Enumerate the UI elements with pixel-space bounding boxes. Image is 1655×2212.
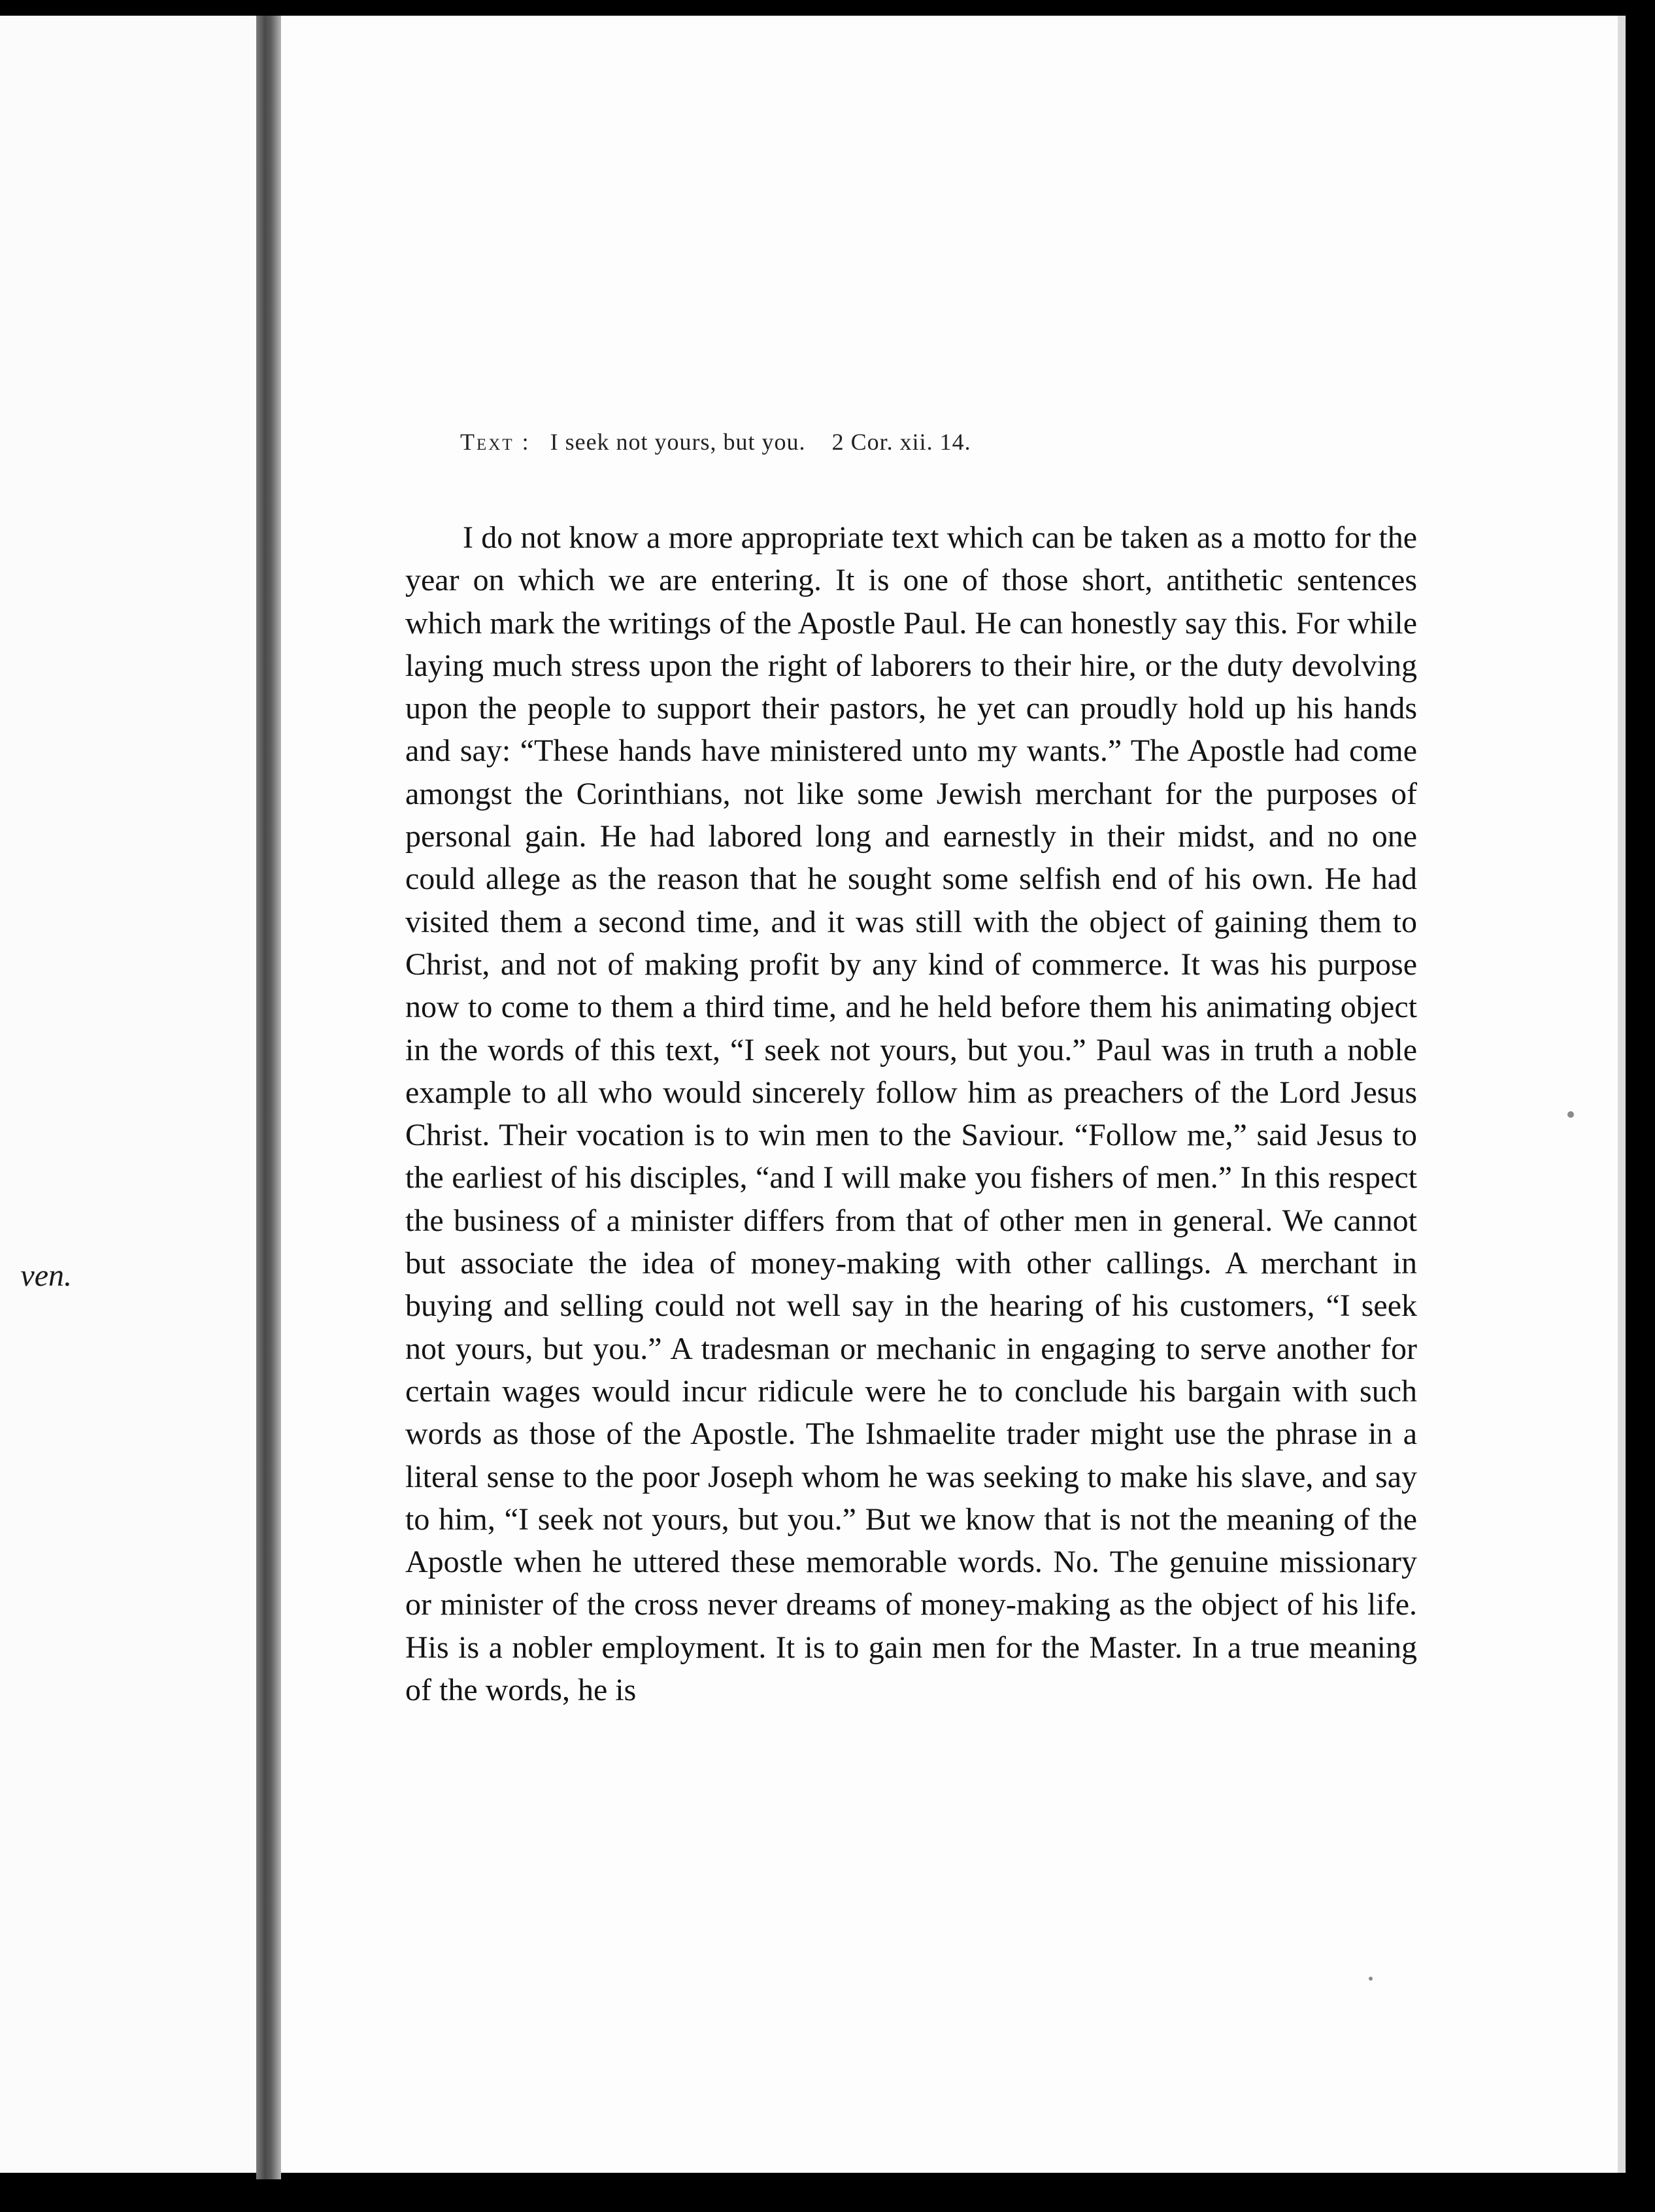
page-edge <box>1618 16 1626 2173</box>
scan-speck <box>1369 1977 1373 1981</box>
epigraph-reference: 2 Cor. xii. 14. <box>831 429 971 455</box>
scan-speck <box>1567 1111 1574 1118</box>
body-paragraph: I do not know a more appropriate text which can be taken as a motto for the year on which we are entering. It is one of those short, antithetic sentences which mark the writings of the Apostle Paul. He can honestly say this. For while laying much stress upon the right of laborers to their hire, or the duty devolving upon the people to support their pastors, he yet can proudly hold up his hands and say: “These hands have ministered unto my wants.” The Apostle had come amongst the Corinthians, not like some Jewish merchant for the purposes of personal gain. He had labored long and earnestly in their midst, and no one could allege as the reason that he sought some selfish end of his own. He had visited them a second time, and it was still with the object of gaining them to Christ, and not of making profit by any kind of commerce. It was his purpose now to come to them a third time, and he held before them his animating object in the words of this text, “I seek not yours, but you.” Paul was in truth a noble example to all who would sincerely follow him as preachers of the Lord Jesus Christ. Their vocation is to win men to the Saviour. “Follow me,” said Jesus to the earliest of his disciples, “and I will make you fishers of men.” In this respect the business of a minister differs from that of other men in general. We cannot but associate the idea of money-making with other callings. A merchant in buying and selling could not well say in the hearing of his customers, “I seek not yours, but you.” A tradesman or mechanic in engaging to serve another for certain wages would incur ridicule were he to conclude his bargain with such words as those of the Apostle. The Ishmaelite trader might use the phrase in a literal sense to the poor Joseph whom he was seeking to make his slave, and say to him, “I seek not yours, but you.” But we know that is not the meaning of the Apostle when he uttered these memorable words. No. The genuine missionary or minister of the cross never dreams of money-making as the object of his life. His is a nobler employment. It is to gain men for the Master. In a true meaning of the words, he is <box>405 520 1417 1708</box>
epigraph-label: Text : <box>460 429 531 455</box>
epigraph-quote: I seek not yours, but you. <box>550 429 806 455</box>
book-gutter <box>256 16 281 2179</box>
left-page-text-fragment: ven. <box>20 1258 72 1293</box>
scripture-epigraph <box>460 428 1310 456</box>
left-page <box>0 16 256 2173</box>
